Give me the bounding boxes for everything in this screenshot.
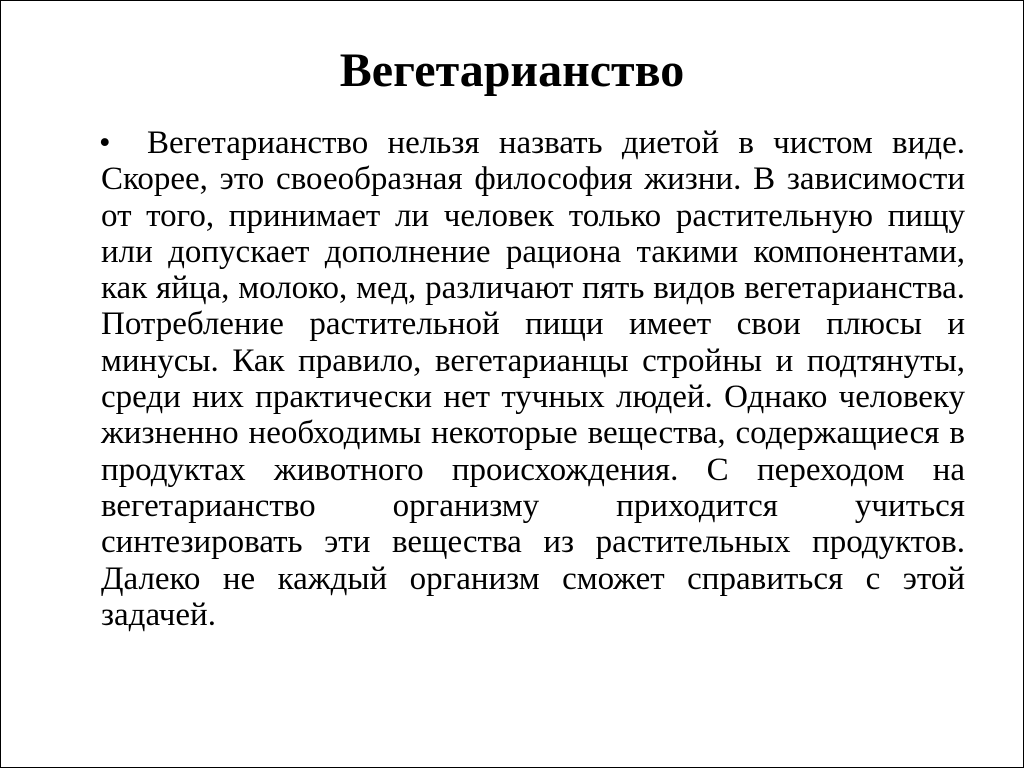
bullet-marker: • bbox=[99, 125, 111, 161]
slide-title: Вегетарианство bbox=[339, 44, 685, 97]
bullet-paragraph: Вегетарианство нельзя назвать диетой в чистом виде. Скорее, это своеобразная философия жизни. В зависимости от того, принимает ли человек только растительную пищу или допускает дополнение рациона такими компонентами, как яйца, молоко, мед, различают пять видов вегетарианства. Потребление растительной пищи имеет свои плюсы и минусы. Как правило, вегетарианцы стройны и подтянуты, среди них практически нет тучных людей. Однако человеку жизненно необходимы некоторые вещества, содержащиеся в продуктах животного происхождения. С переходом на вегетарианство организму приходится учиться синтезировать эти вещества из растительных продуктов. Далеко не каждый организм сможет справиться с этой задачей. bbox=[101, 125, 965, 633]
